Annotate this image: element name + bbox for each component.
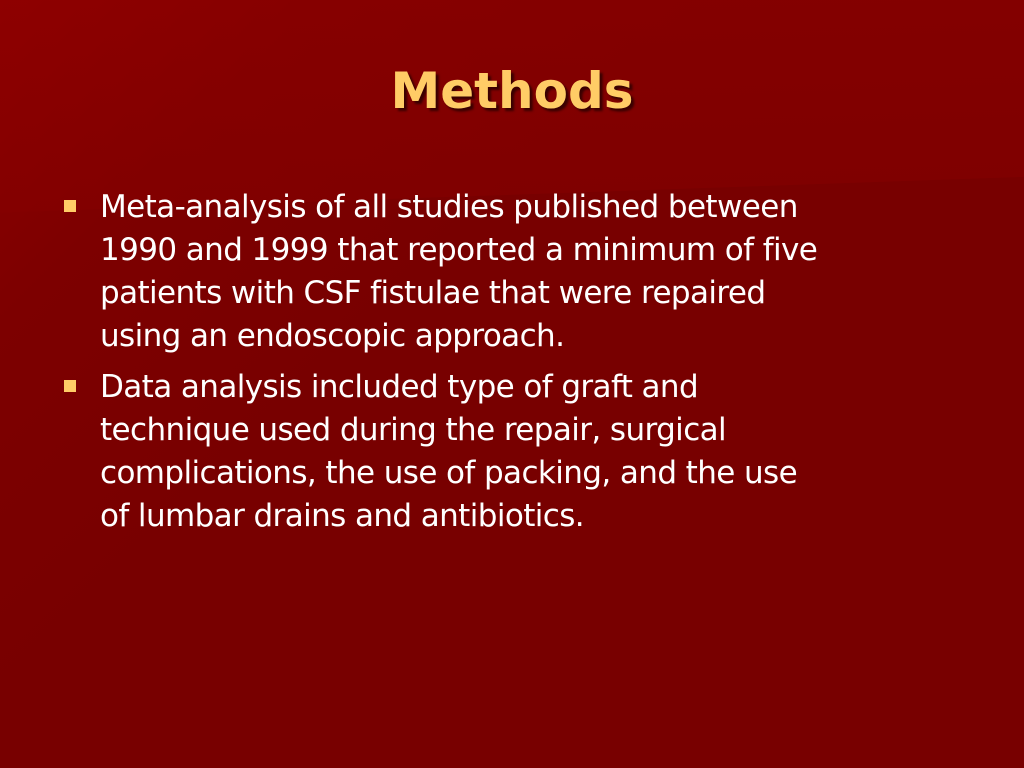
square-bullet-icon — [64, 200, 76, 212]
bullet-line: Meta-analysis of all studies published between — [100, 189, 798, 225]
bullet-line: of lumbar drains and antibiotics. — [100, 498, 585, 534]
square-bullet-icon — [64, 380, 76, 392]
bullet-line: patients with CSF fistulae that were repaired — [100, 275, 766, 311]
bullet-list — [62, 186, 962, 546]
bullet-line: 1990 and 1999 that reported a minimum of five — [100, 232, 818, 268]
bullet-item — [62, 186, 962, 358]
bullet-item — [62, 366, 962, 538]
slide-title: Methods — [390, 62, 634, 120]
bullet-line: technique used during the repair, surgical — [100, 412, 727, 448]
bullet-line: using an endoscopic approach. — [100, 318, 565, 354]
bullet-line: complications, the use of packing, and the use — [100, 455, 798, 491]
bullet-line: Data analysis included type of graft and — [100, 369, 699, 405]
